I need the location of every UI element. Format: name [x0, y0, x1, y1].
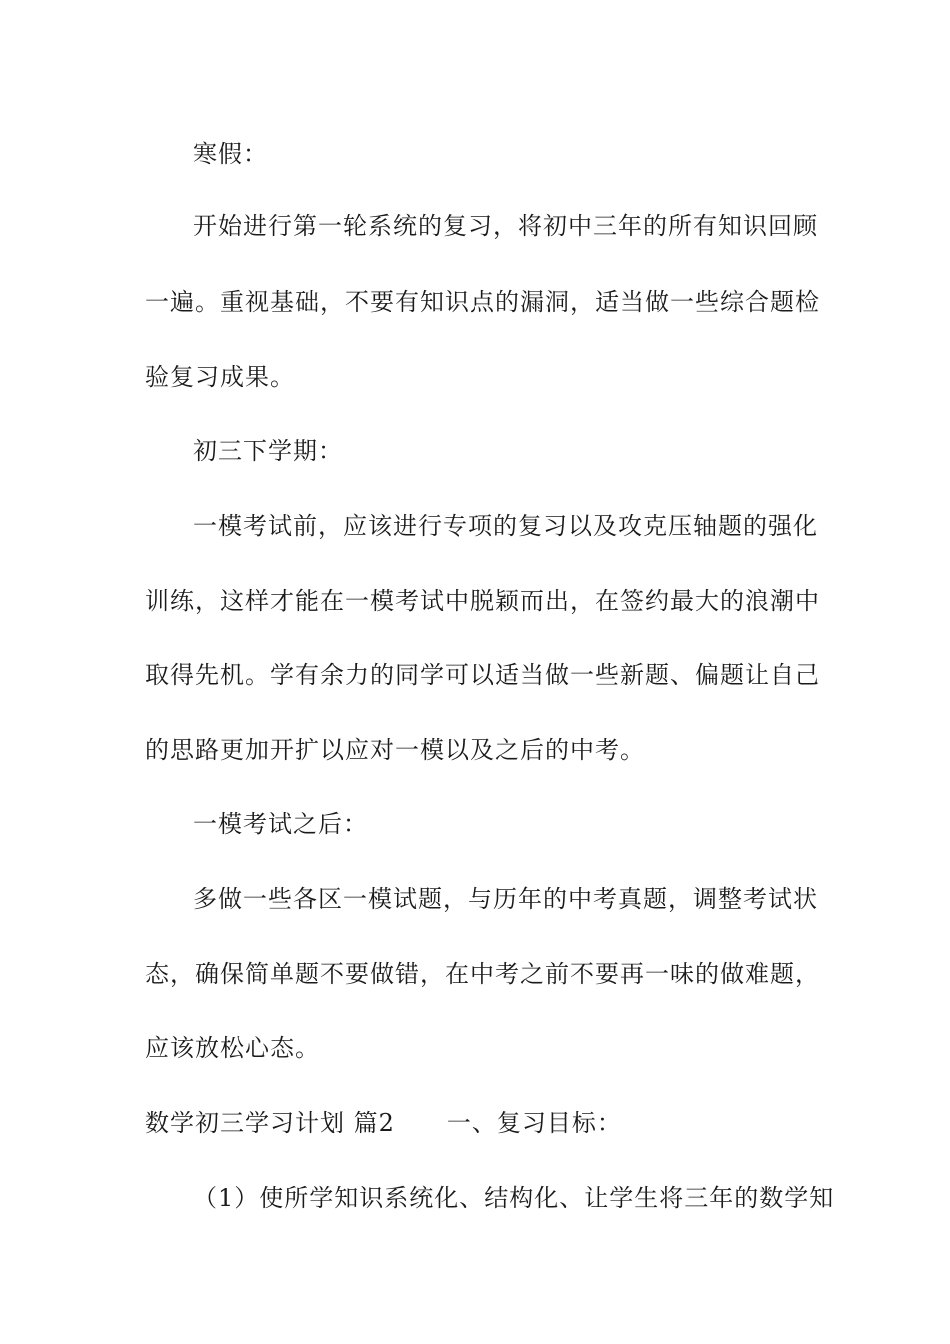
- paragraph-line: 态，确保简单题不要做错，在中考之前不要再一味的做难题，: [145, 960, 820, 988]
- paragraph-line: 训练，这样才能在一模考试中脱颖而出，在签约最大的浪潮中: [145, 587, 820, 615]
- paragraph-line: 的思路更加开扩以应对一模以及之后的中考。: [145, 736, 645, 764]
- paragraph-line: 一模考试前，应该进行专项的复习以及攻克压轴题的强化: [193, 512, 818, 540]
- paragraph-line: 多做一些各区一模试题，与历年的中考真题，调整考试状: [193, 885, 818, 913]
- paragraph-line: 应该放松心态。: [145, 1034, 320, 1062]
- paragraph-line: 取得先机。学有余力的同学可以适当做一些新题、偏题让自己: [145, 661, 820, 689]
- section-subtitle: 一、复习目标：: [446, 1109, 622, 1137]
- paragraph-winter-break-heading: 寒假：: [193, 140, 268, 168]
- paragraph-line: 一遍。重视基础，不要有知识点的漏洞，适当做一些综合题检: [145, 288, 820, 316]
- section-heading: [145, 1107, 825, 1139]
- paragraph-line: 验复习成果。: [145, 363, 295, 391]
- paragraph-line: （1）使所学知识系统化、结构化、让学生将三年的数学知: [193, 1184, 835, 1212]
- paragraph-after-exam-heading: 一模考试之后：: [193, 810, 368, 838]
- paragraph-semester-heading: 初三下学期：: [193, 437, 343, 465]
- paragraph-line: 开始进行第一轮系统的复习，将初中三年的所有知识回顾: [193, 212, 818, 240]
- section-title: 数学初三学习计划 篇2: [145, 1109, 395, 1137]
